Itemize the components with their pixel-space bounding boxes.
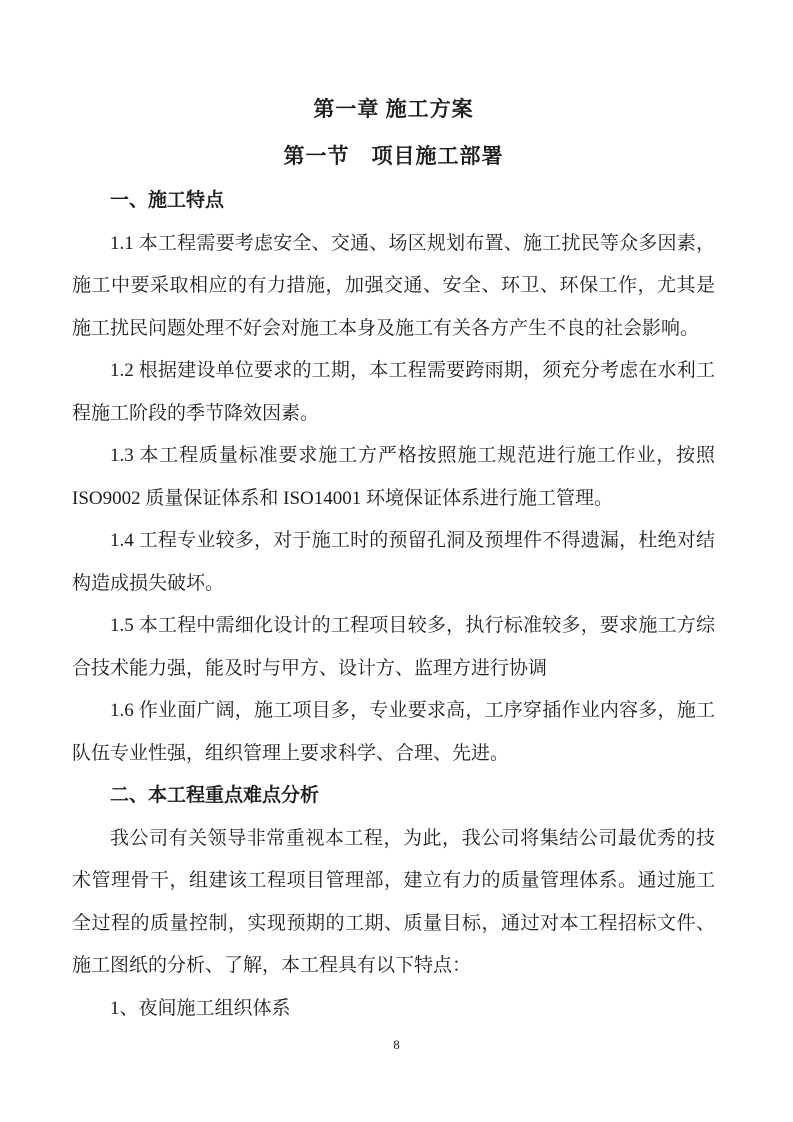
heading-key-difficulties-analysis: 二、本工程重点难点分析	[110, 785, 320, 806]
heading-construction-features: 一、施工特点	[110, 190, 225, 211]
paragraph-1-4: 1.4 工程专业较多，对于施工时的预留孔洞及预埋件不得遗漏，杜绝对结构造成损失破坏。	[72, 530, 715, 594]
paragraph-1-3: 1.3 本工程质量标准要求施工方严格按照施工规范进行施工作业，按照 ISO9002 质量保证体系和 ISO14001 环境保证体系进行施工管理。	[72, 445, 715, 509]
paragraph-1-2: 1.2 根据建设单位要求的工期，本工程需要跨雨期，须充分考虑在水利工程施工阶段的季节降效因素。	[72, 360, 715, 424]
paragraph-1-6: 1.6 作业面广阔，施工项目多，专业要求高，工序穿插作业内容多，施工队伍专业性强，组织管理上要求科学、合理、先进。	[72, 700, 715, 764]
paragraph-1-1: 1.1 本工程需要考虑安全、交通、场区规划布置、施工扰民等众多因素，施工中要采取相应的有力措施，加强交通、安全、环卫、环保工作，尤其是施工扰民问题处理不好会对施工本身及施工有关各方产生不良的社会影响。	[72, 232, 715, 339]
list-item-night-construction-system: 1、夜间施工组织体系	[110, 997, 291, 1019]
page-number: 8	[393, 1037, 400, 1052]
section-title: 第一节 项目施工部署	[283, 144, 504, 168]
chapter-title: 第一章 施工方案	[313, 97, 474, 121]
paragraph-company-overview: 我公司有关领导非常重视本工程，为此，我公司将集结公司最优秀的技术管理骨干，组建该工程项目管理部，建立有力的质量管理体系。通过施工全过程的质量控制，实现预期的工期、质量目标，通过对本工程招标文件、施工图纸的分析、了解，本工程具有以下特点：	[72, 827, 715, 976]
paragraph-1-5: 1.5 本工程中需细化设计的工程项目较多，执行标准较多，要求施工方综合技术能力强，能及时与甲方、设计方、监理方进行协调	[72, 615, 715, 679]
